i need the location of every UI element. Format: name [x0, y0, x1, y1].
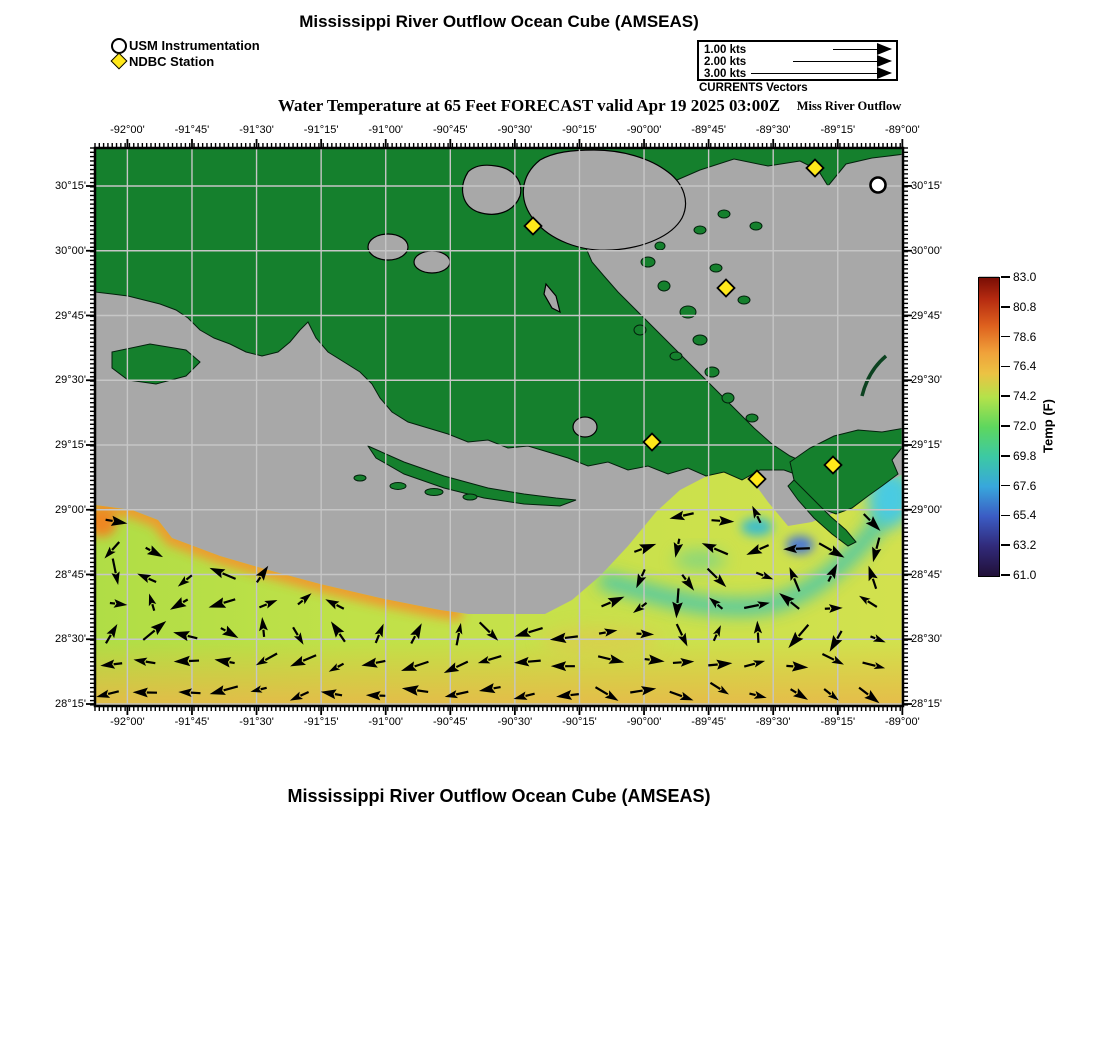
- lat-label-left: 30°15': [55, 180, 86, 192]
- currents-scale-arrowhead-icon: [877, 55, 892, 67]
- lon-label-top: -91°15': [303, 124, 339, 136]
- colorbar-tick-label: 76.4: [1013, 359, 1037, 374]
- currents-scale-box: [697, 40, 898, 81]
- lake-maurepas: [463, 165, 521, 214]
- lat-label-left: 29°00': [55, 503, 86, 516]
- lon-label-bottom: -90°45': [432, 716, 468, 728]
- colorbar-tick-label: 67.6: [1013, 478, 1037, 493]
- legend-ndbc-label: NDBC Station: [129, 54, 215, 69]
- lon-label-bottom: -89°00': [885, 716, 920, 728]
- currents-scale-line: [793, 61, 878, 62]
- colorbar-title: Temp (F): [1040, 399, 1056, 453]
- lon-label-top: -91°00': [368, 124, 404, 136]
- lat-label-left: 28°30': [55, 633, 86, 646]
- miss-river-outflow-label: Miss River Outflow: [796, 99, 902, 113]
- currents-scale-arrowhead-icon: [877, 43, 892, 55]
- colorbar-tick: [1001, 425, 1010, 427]
- colorbar-tick: [1001, 366, 1010, 368]
- currents-scale-row: [699, 44, 896, 56]
- lat-label-left: 28°45': [55, 568, 86, 581]
- forecast-subtitle: Water Temperature at 65 Feet FORECAST valid Apr 19 2025 03:00Z: [277, 96, 781, 115]
- lon-label-top: -89°45': [691, 124, 726, 136]
- colorbar-tick-label: 78.6: [1013, 329, 1037, 344]
- lon-label-top: -89°00': [885, 124, 920, 136]
- currents-scale-line: [751, 73, 878, 74]
- colorbar-tick: [1001, 306, 1010, 308]
- lon-label-top: -90°00': [626, 124, 662, 136]
- lon-label-bottom: -91°30': [239, 716, 274, 728]
- currents-scale-label: 1.00 kts: [704, 44, 747, 56]
- colorbar-tick-label: 63.2: [1013, 538, 1037, 553]
- colorbar-tick: [1001, 544, 1010, 546]
- lon-label-bottom: -89°30': [755, 716, 791, 728]
- lon-label-top: -90°15': [562, 124, 597, 136]
- lat-label-left: 30°00': [55, 244, 86, 257]
- lat-label-left: 29°45': [55, 309, 86, 322]
- lon-label-bottom: -90°15': [562, 716, 597, 728]
- colorbar-tick: [1001, 455, 1010, 457]
- currents-scale-label: 3.00 kts: [704, 68, 747, 80]
- lon-label-top: -90°45': [432, 124, 468, 136]
- currents-scale-caption: CURRENTS Vectors: [699, 82, 808, 94]
- colorbar-tick: [1001, 276, 1010, 278]
- lat-label-right: 29°30': [911, 374, 942, 387]
- lon-label-top: -91°45': [174, 124, 210, 136]
- footer-title: Mississippi River Outflow Ocean Cube (AMSEAS): [287, 786, 711, 806]
- lon-label-top: -91°30': [239, 124, 274, 136]
- colorbar-tick-label: 61.0: [1013, 568, 1037, 582]
- colorbar-tick-label: 80.8: [1013, 299, 1037, 314]
- colorbar-tick-label: 69.8: [1013, 448, 1037, 463]
- legend-usm-label: USM Instrumentation: [129, 38, 260, 53]
- usm-instrumentation-marker: [871, 178, 886, 193]
- lat-label-right: 28°45': [911, 568, 942, 581]
- lon-label-bottom: -91°00': [368, 716, 404, 728]
- colorbar-tick: [1001, 574, 1010, 576]
- colorbar: [978, 277, 1000, 577]
- colorbar-tick: [1001, 485, 1010, 487]
- lat-label-right: 28°30': [911, 633, 942, 646]
- lat-label-right: 29°00': [911, 503, 942, 516]
- lat-label-right: 28°15': [911, 698, 942, 710]
- colorbar-tick: [1001, 336, 1010, 338]
- currents-scale-line: [833, 49, 878, 50]
- lat-label-right: 30°15': [911, 180, 942, 192]
- lat-label-left: 29°30': [55, 374, 86, 387]
- colorbar-tick-label: 72.0: [1013, 419, 1037, 433]
- lon-label-top: -90°30': [497, 124, 533, 136]
- lat-label-right: 29°15': [911, 439, 942, 451]
- currents-scale-row: [699, 56, 896, 68]
- lon-label-bottom: -90°30': [497, 716, 533, 728]
- colorbar-tick: [1001, 395, 1010, 397]
- lon-label-bottom: -91°15': [303, 716, 339, 728]
- colorbar-tick: [1001, 515, 1010, 517]
- lat-label-right: 29°45': [911, 309, 942, 322]
- lon-label-bottom: -89°45': [691, 716, 726, 728]
- lon-label-bottom: -91°45': [174, 716, 210, 728]
- lon-label-top: -92°00': [110, 124, 145, 136]
- lat-label-left: 28°15': [55, 698, 86, 710]
- colorbar-tick-label: 65.4: [1013, 508, 1037, 523]
- lon-label-bottom: -89°15': [820, 716, 856, 728]
- lat-label-left: 29°15': [55, 439, 86, 451]
- lat-label-right: 30°00': [911, 244, 942, 257]
- colorbar-tick-label: 74.2: [1013, 389, 1037, 404]
- colorbar-tick-label: 83.0: [1013, 270, 1037, 284]
- currents-scale-arrowhead-icon: [877, 67, 892, 79]
- lon-label-top: -89°30': [755, 124, 791, 136]
- lon-label-bottom: -92°00': [110, 716, 145, 728]
- currents-scale-row: [699, 68, 896, 80]
- lon-label-bottom: -90°00': [626, 716, 662, 728]
- page-title: Mississippi River Outflow Ocean Cube (AMSEAS): [299, 12, 699, 31]
- currents-scale-label: 2.00 kts: [704, 56, 747, 68]
- map-area: [87, 148, 912, 706]
- lon-label-top: -89°15': [820, 124, 856, 136]
